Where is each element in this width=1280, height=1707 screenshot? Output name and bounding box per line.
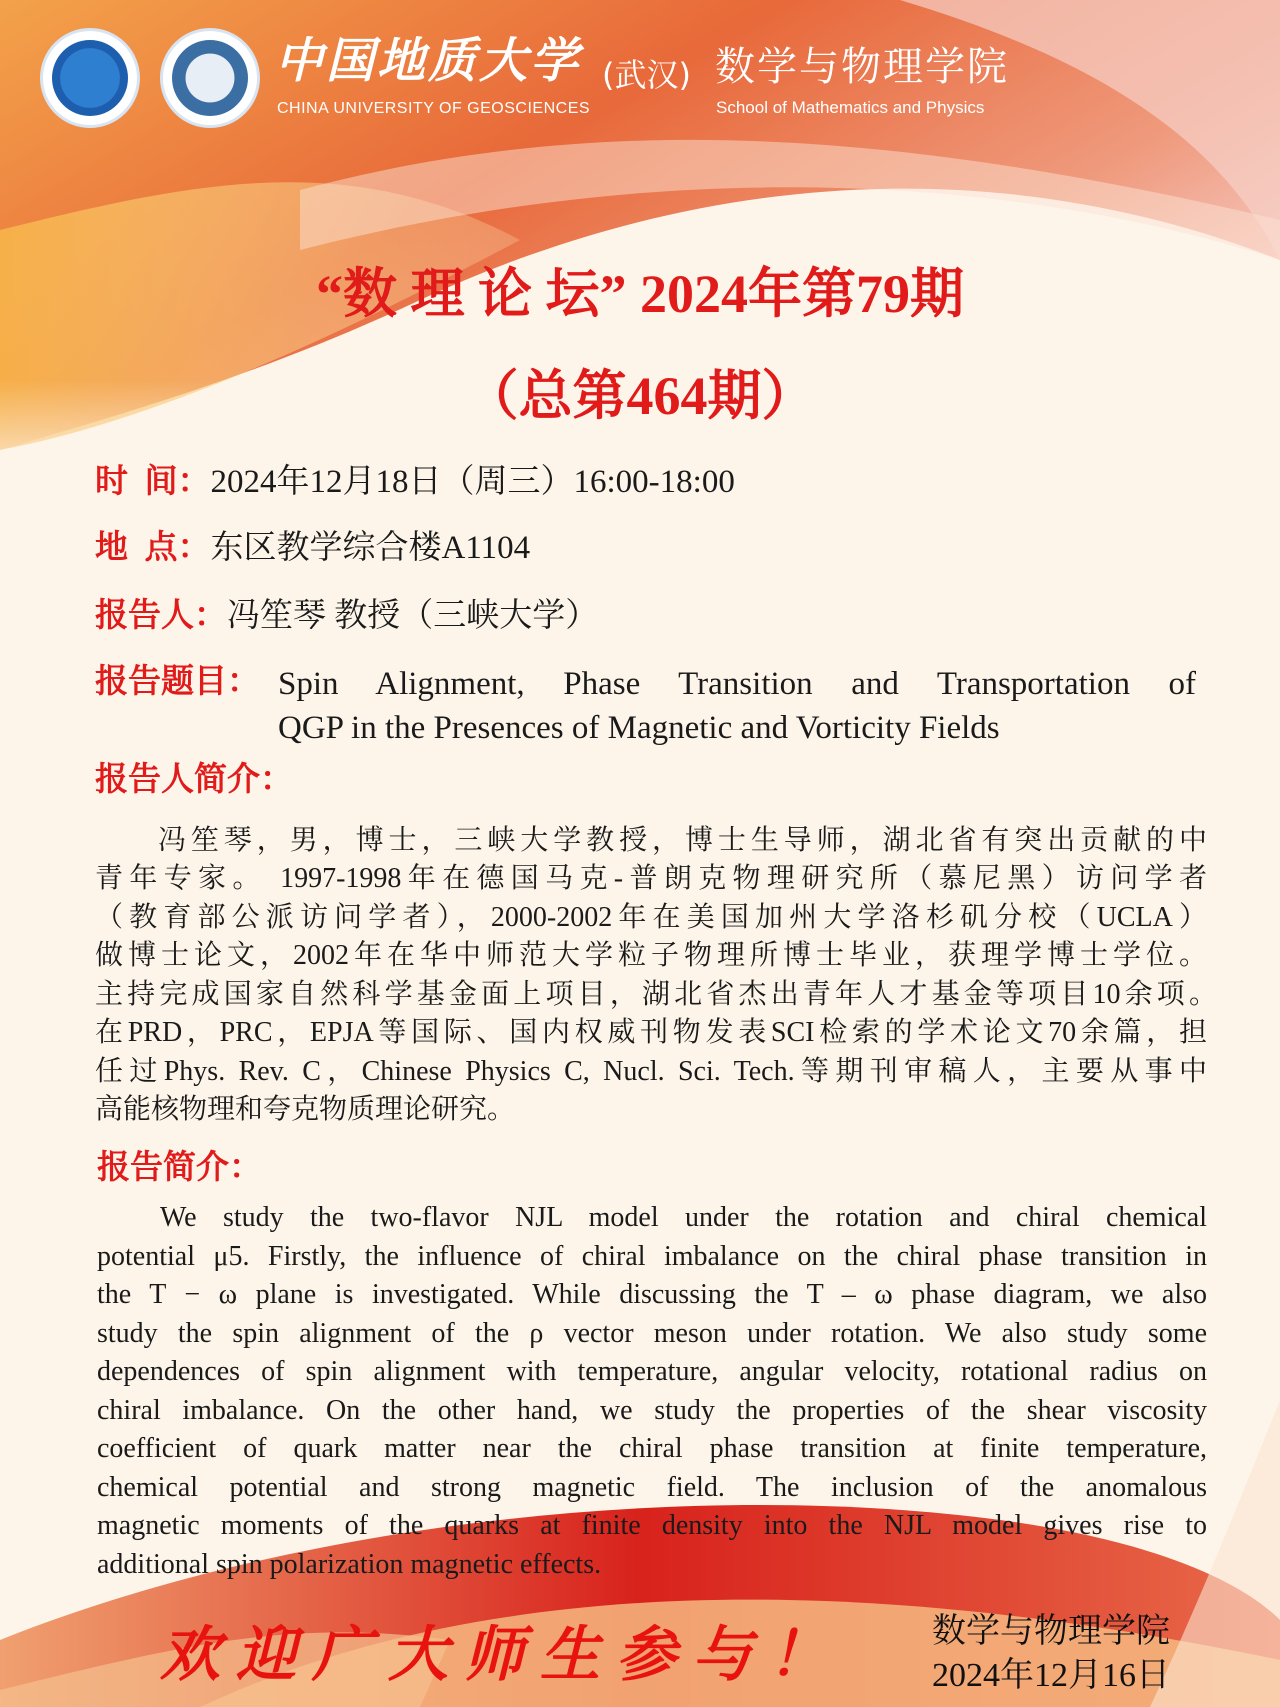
- topic-label: 报告题目：: [95, 664, 260, 700]
- topic-line: Spin Alignment, Phase Transition and Transportation of: [278, 666, 1196, 702]
- abstract-line: We study the two-flavor NJL model under the rotation and chiral chemical: [160, 1202, 1207, 1233]
- abstract-line: chiral imbalance. On the other hand, we study the properties of the shear viscosity: [97, 1395, 1207, 1426]
- time-row: [95, 462, 735, 508]
- school-logo: [160, 28, 260, 128]
- bio-line: 高能核物理和夸克物质理论研究。: [95, 1094, 516, 1125]
- abstract-line: additional spin polarization magnetic effects.: [97, 1549, 602, 1580]
- time-label: 时 间：: [95, 464, 211, 500]
- forum-issue-total: （总第464期）: [464, 366, 816, 426]
- abstract-line: magnetic moments of the quarks at finite density into the NJL model gives rise to: [97, 1510, 1207, 1541]
- school-name-en: School of Mathematics and Physics: [716, 98, 985, 117]
- place-row: [95, 528, 530, 574]
- bio-line: 任过Phys. Rev. C，Chinese Physics C, Nucl. Sci. Tech.等期刊审稿人，主要从事中: [95, 1056, 1207, 1087]
- bio-line: 冯笙琴，男，博士，三峡大学教授，博士生导师，湖北省有突出贡献的中: [158, 825, 1207, 856]
- abstract-line: dependences of spin alignment with temperature, angular velocity, rotational radius on: [97, 1356, 1207, 1387]
- abstract-line: coefficient of quark matter near the chiral phase transition at finite temperature,: [97, 1433, 1207, 1464]
- bio-line: 青年专家。 1997-1998年在德国马克-普朗克物理研究所（慕尼黑）访问学者: [95, 863, 1207, 894]
- abstract-line: the T − ω plane is investigated. While discussing the T – ω phase diagram, we also: [97, 1279, 1207, 1310]
- topic-line: QGP in the Presences of Magnetic and Vorticity Fields: [278, 710, 1000, 746]
- university-name-en: CHINA UNIVERSITY OF GEOSCIENCES: [277, 100, 591, 117]
- time-value: 2024年12月18日（周三）16:00-18:00: [210, 464, 735, 500]
- speaker-value: 冯笙琴 教授（三峡大学）: [227, 598, 599, 634]
- place-value: 东区教学综合楼A1104: [210, 530, 531, 566]
- place-label: 地 点：: [95, 530, 211, 566]
- bio-line: 在PRD，PRC，EPJA等国际、国内权威刊物发表SCI检索的学术论文70余篇，担: [95, 1017, 1207, 1048]
- abstract-heading: 报告简介：: [97, 1150, 262, 1186]
- university-logo: [40, 28, 140, 128]
- abstract-line: study the spin alignment of the ρ vector meson under rotation. We also study some: [97, 1318, 1207, 1349]
- speaker-label: 报告人：: [95, 598, 227, 634]
- bio-line: 做博士论文，2002年在华中师范大学粒子物理所博士毕业，获理学博士学位。: [95, 940, 1207, 971]
- bio-heading: 报告人简介：: [95, 762, 293, 798]
- school-name-cn: 数学与物理学院: [715, 44, 1009, 90]
- abstract-line: potential μ5. Firstly, the influence of chiral imbalance on the chiral phase transition in: [97, 1241, 1207, 1272]
- bio-line: （教育部公派访问学者），2000-2002年在美国加州大学洛杉矶分校（UCLA）: [95, 902, 1207, 933]
- bio-line: 主持完成国家自然科学基金面上项目，湖北省杰出青年人才基金等项目10余项。: [95, 979, 1217, 1010]
- organizer-name: 数学与物理学院: [932, 1613, 1170, 1650]
- notice-date: 2024年12月16日: [932, 1657, 1170, 1694]
- welcome-slogan: 欢迎广大师生参与！: [160, 1620, 844, 1690]
- university-name-cn: 中国地质大学: [275, 33, 582, 89]
- speaker-row: [95, 596, 598, 642]
- forum-title: “数 理 论 坛” 2024年第79期: [316, 264, 964, 324]
- abstract-line: chemical potential and strong magnetic field. The inclusion of the anomalous: [97, 1472, 1207, 1503]
- university-city: (武汉): [602, 56, 691, 94]
